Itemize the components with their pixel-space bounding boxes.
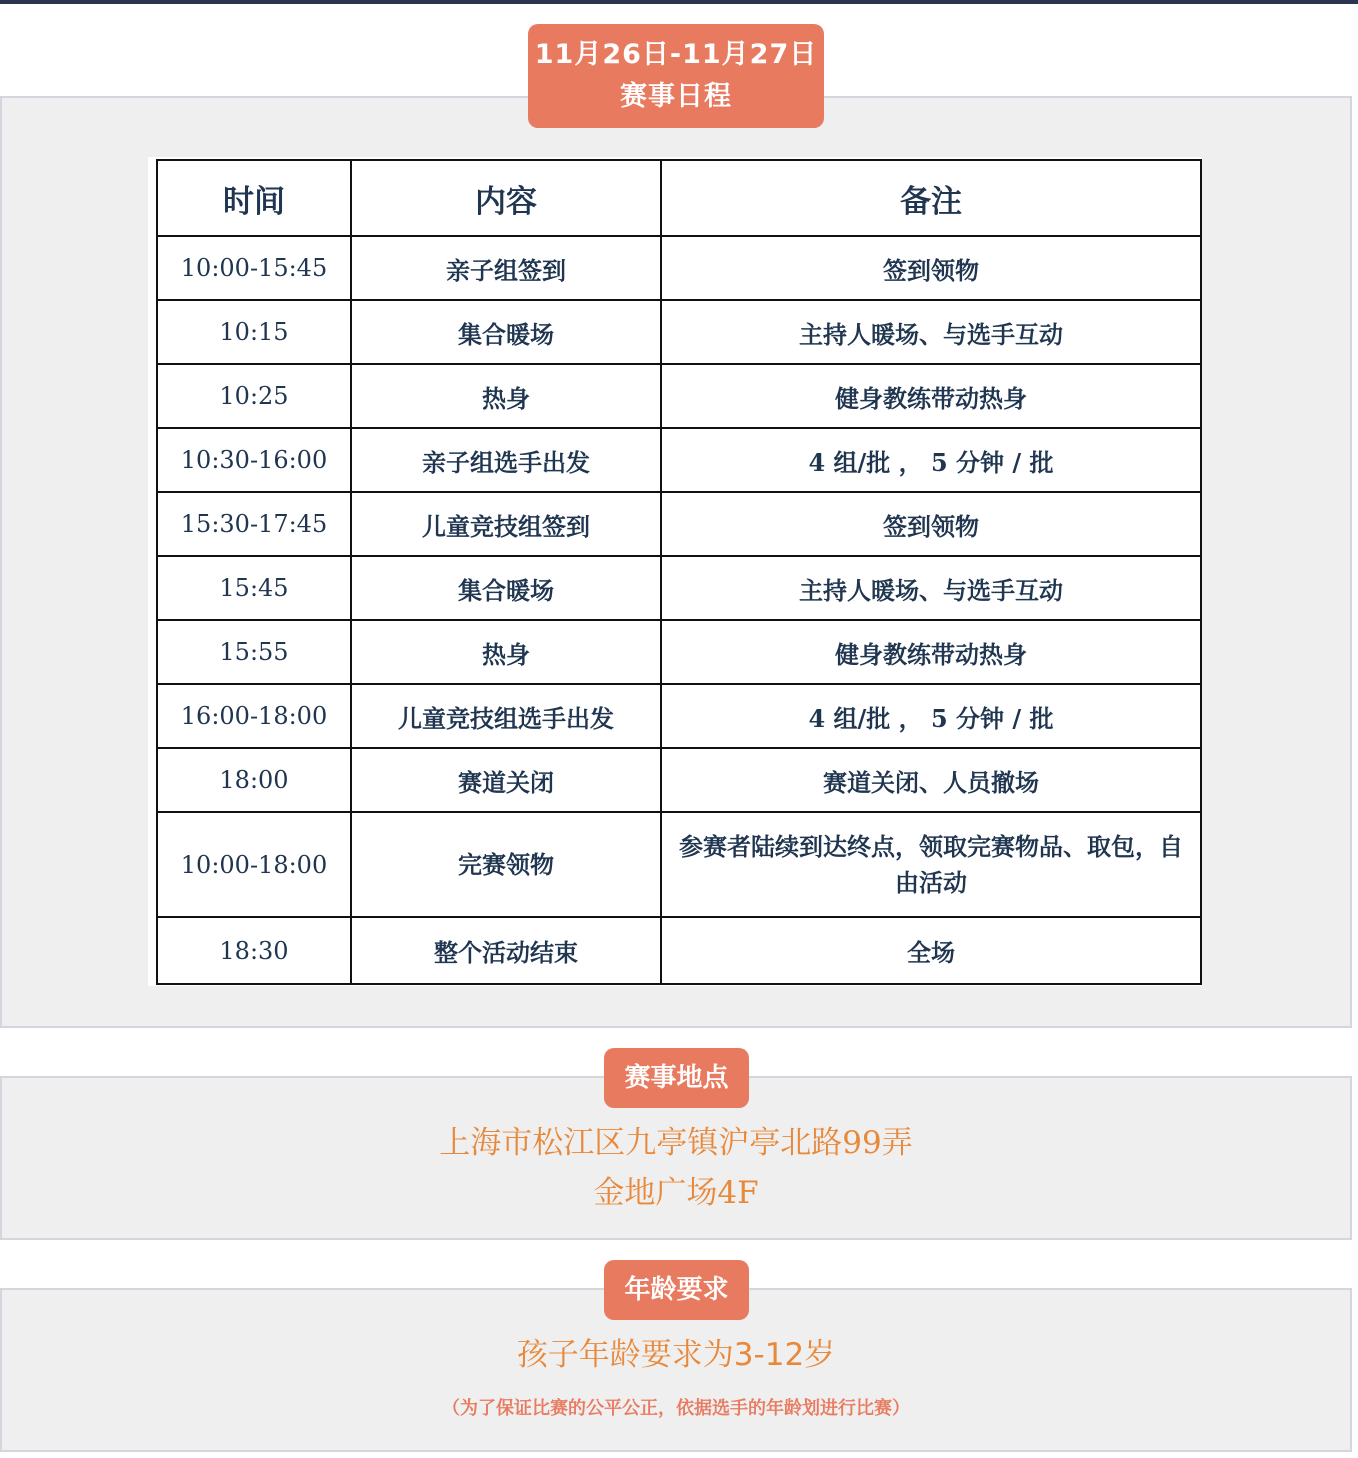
cell-note: 健身教练带动热身 — [661, 364, 1201, 428]
table-row — [157, 684, 1201, 748]
table-row — [157, 556, 1201, 620]
cell-time: 15:30-17:45 — [157, 492, 351, 556]
table-row — [157, 812, 1201, 917]
header-note: 备注 — [661, 160, 1201, 236]
cell-time: 10:15 — [157, 300, 351, 364]
cell-time: 16:00-18:00 — [157, 684, 351, 748]
cell-content: 集合暖场 — [351, 300, 661, 364]
schedule-table — [156, 159, 1202, 985]
cell-content: 儿童竞技组选手出发 — [351, 684, 661, 748]
header-time: 时间 — [157, 160, 351, 236]
cell-note: 全场 — [661, 917, 1201, 984]
table-row — [157, 917, 1201, 984]
cell-content: 热身 — [351, 364, 661, 428]
venue-building: 金地广场4F — [593, 1175, 759, 1211]
cell-content: 集合暖场 — [351, 556, 661, 620]
table-row — [157, 300, 1201, 364]
table-header-row — [157, 160, 1201, 236]
cell-time: 18:30 — [157, 917, 351, 984]
cell-note: 主持人暖场、与选手互动 — [661, 300, 1201, 364]
cell-content: 亲子组签到 — [351, 236, 661, 300]
cell-note: 签到领物 — [661, 236, 1201, 300]
header-content: 内容 — [351, 160, 661, 236]
cell-note: 4 组/批 ， 5 分钟 / 批 — [661, 684, 1201, 748]
cell-time: 15:55 — [157, 620, 351, 684]
cell-content: 儿童竞技组签到 — [351, 492, 661, 556]
cell-content: 完赛领物 — [351, 812, 661, 917]
table-row — [157, 620, 1201, 684]
cell-note: 主持人暖场、与选手互动 — [661, 556, 1201, 620]
age-badge: 年龄要求 — [604, 1260, 749, 1320]
schedule-badge — [528, 24, 824, 128]
schedule-badge-title: 赛事日程 — [620, 81, 732, 112]
cell-note: 健身教练带动热身 — [661, 620, 1201, 684]
age-requirement: 孩子年龄要求为3-12岁 — [516, 1337, 836, 1373]
cell-time: 10:30-16:00 — [157, 428, 351, 492]
schedule-table-wrapper — [148, 157, 1202, 986]
cell-time: 10:00-18:00 — [157, 812, 351, 917]
cell-note: 4 组/批 ， 5 分钟 / 批 — [661, 428, 1201, 492]
cell-time: 15:45 — [157, 556, 351, 620]
cell-time: 10:25 — [157, 364, 351, 428]
table-row — [157, 492, 1201, 556]
cell-note: 参赛者陆续到达终点，领取完赛物品、取包，自由活动 — [661, 812, 1201, 917]
cell-time: 18:00 — [157, 748, 351, 812]
venue-badge: 赛事地点 — [604, 1048, 749, 1108]
venue-address: 上海市松江区九亭镇沪亭北路99弄 — [439, 1125, 913, 1161]
table-row — [157, 428, 1201, 492]
cell-time: 10:00-15:45 — [157, 236, 351, 300]
cell-content: 热身 — [351, 620, 661, 684]
table-row — [157, 364, 1201, 428]
cell-content: 亲子组选手出发 — [351, 428, 661, 492]
cell-note: 赛道关闭、人员撤场 — [661, 748, 1201, 812]
age-note: （为了保证比赛的公平公正，依据选手的年龄划进行比赛） — [442, 1398, 910, 1419]
cell-content: 赛道关闭 — [351, 748, 661, 812]
table-row — [157, 748, 1201, 812]
cell-note: 签到领物 — [661, 492, 1201, 556]
cell-content: 整个活动结束 — [351, 917, 661, 984]
top-bar — [0, 0, 1358, 4]
schedule-badge-date: 11月26日-11月27日 — [534, 39, 818, 70]
table-row — [157, 236, 1201, 300]
